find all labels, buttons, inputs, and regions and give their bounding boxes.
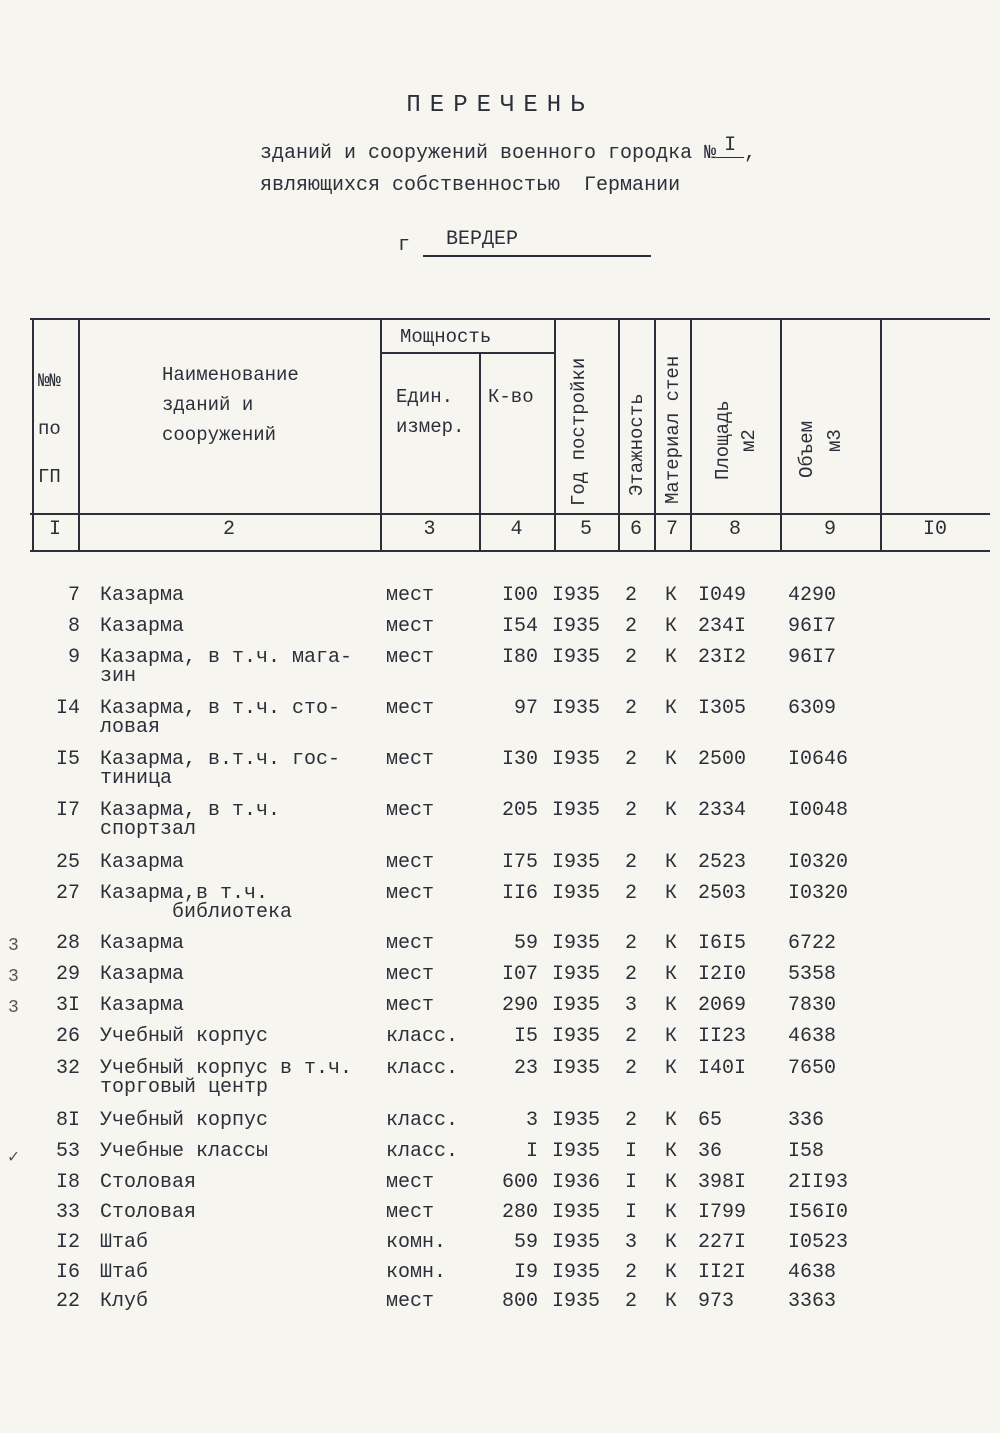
volume-value: 96I7 — [788, 615, 837, 638]
row-number: I8 — [55, 1171, 80, 1194]
unit-of-measure: комн. — [386, 1261, 447, 1284]
floor-count: I — [624, 1201, 637, 1224]
document-title: ПЕРЕЧЕНЬ — [406, 92, 594, 119]
building-name: Штаб — [100, 1261, 149, 1284]
table-row — [0, 699, 1000, 739]
wall-material: К — [664, 1025, 677, 1048]
header-mid-border — [30, 513, 990, 515]
row-number: 25 — [55, 851, 80, 874]
margin-checkmark: 3 — [8, 998, 19, 1018]
wall-material: К — [664, 697, 677, 720]
floor-count: 2 — [624, 584, 637, 607]
building-name: Столовая — [100, 1171, 197, 1194]
col-divider — [690, 318, 692, 552]
building-name: Учебные классы — [100, 1140, 269, 1163]
document-subtitle-line1 — [260, 134, 757, 166]
building-name: Столовая — [100, 1201, 197, 1224]
volume-value: I0048 — [788, 799, 849, 822]
wall-material: К — [664, 748, 677, 771]
wall-material: К — [664, 1201, 677, 1224]
area-value: I6I5 — [698, 932, 747, 955]
quantity: 23 — [513, 1057, 538, 1080]
area-value: I305 — [698, 697, 747, 720]
unit-of-measure: комн. — [386, 1231, 447, 1254]
subtitle-comma: , — [744, 142, 757, 165]
area-value: 2334 — [698, 799, 747, 822]
building-name: Учебный корпус в т.ч. торговый центр — [100, 1057, 353, 1099]
volume-value: 5358 — [788, 963, 837, 986]
volume-value: 96I7 — [788, 646, 837, 669]
quantity: 205 — [501, 799, 538, 822]
floor-count: 2 — [624, 1290, 637, 1313]
building-name: Казарма, в т.ч. мага- зин — [100, 646, 353, 688]
wall-material: К — [664, 615, 677, 638]
row-number: 29 — [55, 963, 80, 986]
city-underline — [423, 255, 651, 257]
area-value: I40I — [698, 1057, 747, 1080]
quantity: 290 — [501, 994, 538, 1017]
unit-of-measure: класс. — [386, 1025, 459, 1048]
table-row — [0, 750, 1000, 790]
header-area: Площадь — [712, 400, 734, 480]
quantity: I80 — [501, 646, 538, 669]
row-number: 8 — [67, 615, 80, 638]
floor-count: 2 — [624, 1261, 637, 1284]
quantity: 59 — [513, 1231, 538, 1254]
margin-checkmark: 3 — [8, 936, 19, 956]
column-number: 4 — [510, 518, 523, 541]
area-value: 973 — [698, 1290, 735, 1313]
row-number: I5 — [55, 748, 80, 771]
volume-value: I0320 — [788, 851, 849, 874]
table-row — [0, 1292, 1000, 1332]
year-built: I935 — [552, 1057, 601, 1080]
building-name: Учебный корпус — [100, 1025, 269, 1048]
wall-material: К — [664, 646, 677, 669]
floor-count: I — [624, 1171, 637, 1194]
header-volume: Объем — [796, 420, 818, 478]
volume-value: 336 — [788, 1109, 825, 1132]
header-col-name: Наименование зданий и сооружений — [162, 364, 299, 446]
city-prefix: г — [398, 234, 411, 257]
area-value: 2503 — [698, 882, 747, 905]
floor-count: 2 — [624, 799, 637, 822]
margin-checkmark: 3 — [8, 967, 19, 987]
unit-of-measure: мест — [386, 1201, 435, 1224]
column-number: 9 — [823, 518, 836, 541]
col-divider — [618, 318, 620, 552]
building-name: Казарма — [100, 851, 185, 874]
wall-material: К — [664, 1109, 677, 1132]
row-number: 32 — [55, 1057, 80, 1080]
quantity: 3 — [525, 1109, 538, 1132]
volume-value: 6722 — [788, 932, 837, 955]
floor-count: 2 — [624, 697, 637, 720]
unit-of-measure: мест — [386, 615, 435, 638]
row-number: 26 — [55, 1025, 80, 1048]
unit-of-measure: мест — [386, 748, 435, 771]
area-value: I2I0 — [698, 963, 747, 986]
building-name: Казарма — [100, 584, 185, 607]
wall-material: К — [664, 799, 677, 822]
quantity: I30 — [501, 748, 538, 771]
floor-count: 2 — [624, 882, 637, 905]
area-value: 2069 — [698, 994, 747, 1017]
column-number: 6 — [629, 518, 642, 541]
year-built: I935 — [552, 851, 601, 874]
floor-count: 2 — [624, 1109, 637, 1132]
quantity: 97 — [513, 697, 538, 720]
area-value: 2500 — [698, 748, 747, 771]
volume-value: 4290 — [788, 584, 837, 607]
unit-of-measure: класс. — [386, 1109, 459, 1132]
wall-material: К — [664, 1231, 677, 1254]
row-number: 8I — [55, 1109, 80, 1132]
building-name: Казарма,в т.ч. библиотека — [100, 882, 293, 924]
area-value: 398I — [698, 1171, 747, 1194]
floor-count: 2 — [624, 1057, 637, 1080]
volume-value: I0523 — [788, 1231, 849, 1254]
building-name: Казарма — [100, 615, 185, 638]
column-number: 2 — [222, 518, 235, 541]
area-value: 65 — [698, 1109, 723, 1132]
volume-value: 7830 — [788, 994, 837, 1017]
year-built: I935 — [552, 882, 601, 905]
wall-material: К — [664, 1261, 677, 1284]
volume-value: 4638 — [788, 1261, 837, 1284]
building-name: Учебный корпус — [100, 1109, 269, 1132]
row-number: 28 — [55, 932, 80, 955]
column-number: I — [48, 518, 61, 541]
floor-count: 3 — [624, 994, 637, 1017]
column-number: I0 — [922, 518, 947, 541]
area-value: I799 — [698, 1201, 747, 1224]
floor-count: 2 — [624, 748, 637, 771]
building-name: Штаб — [100, 1231, 149, 1254]
year-built: I935 — [552, 799, 601, 822]
row-number: 33 — [55, 1201, 80, 1224]
floor-count: 2 — [624, 646, 637, 669]
col-divider — [78, 318, 80, 552]
year-built: I935 — [552, 748, 601, 771]
floor-count: I — [624, 1140, 637, 1163]
header-unit: Един. измер. — [396, 386, 465, 438]
unit-of-measure: мест — [386, 697, 435, 720]
row-number: 7 — [67, 584, 80, 607]
col-divider — [554, 318, 556, 552]
building-name: Казарма, в т.ч. спортзал — [100, 799, 281, 841]
quantity: 600 — [501, 1171, 538, 1194]
quantity: I00 — [501, 584, 538, 607]
unit-of-measure: мест — [386, 1171, 435, 1194]
year-built: I935 — [552, 697, 601, 720]
building-name: Казарма, в.т.ч. гос- тиница — [100, 748, 341, 790]
garrison-number: I — [716, 134, 744, 158]
table-row — [0, 648, 1000, 688]
area-value: 23I2 — [698, 646, 747, 669]
unit-of-measure: мест — [386, 882, 435, 905]
row-number: I6 — [55, 1261, 80, 1284]
wall-material: К — [664, 584, 677, 607]
volume-value: 4638 — [788, 1025, 837, 1048]
year-built: I935 — [552, 1231, 601, 1254]
row-number: 22 — [55, 1290, 80, 1313]
wall-material: К — [664, 963, 677, 986]
quantity: I5 — [513, 1025, 538, 1048]
year-built: I936 — [552, 1171, 601, 1194]
volume-value: 7650 — [788, 1057, 837, 1080]
quantity: I75 — [501, 851, 538, 874]
quantity: II6 — [501, 882, 538, 905]
city-name: ВЕРДЕР — [446, 228, 519, 251]
table-row — [0, 884, 1000, 924]
year-built: I935 — [552, 1201, 601, 1224]
year-built: I935 — [552, 932, 601, 955]
quantity: I54 — [501, 615, 538, 638]
wall-material: К — [664, 932, 677, 955]
header-area-unit: м2 — [738, 429, 760, 452]
wall-material: К — [664, 882, 677, 905]
year-built: I935 — [552, 1290, 601, 1313]
volume-value: 2II93 — [788, 1171, 849, 1194]
row-number: I4 — [55, 697, 80, 720]
area-value: 2523 — [698, 851, 747, 874]
row-number: 53 — [55, 1140, 80, 1163]
volume-value: I0320 — [788, 882, 849, 905]
volume-value: I58 — [788, 1140, 825, 1163]
table-header — [30, 318, 990, 552]
col-divider — [32, 318, 34, 552]
year-built: I935 — [552, 1140, 601, 1163]
quantity: I — [525, 1140, 538, 1163]
volume-value: I0646 — [788, 748, 849, 771]
wall-material: К — [664, 1057, 677, 1080]
year-built: I935 — [552, 584, 601, 607]
year-built: I935 — [552, 1261, 601, 1284]
area-value: 227I — [698, 1231, 747, 1254]
wall-material: К — [664, 1290, 677, 1313]
year-built: I935 — [552, 1109, 601, 1132]
document-subtitle-line2: являющихся собственностью Германии — [260, 174, 681, 197]
unit-of-measure: мест — [386, 1290, 435, 1313]
year-built: I935 — [552, 994, 601, 1017]
building-name: Казарма — [100, 994, 185, 1017]
header-floors: Этажность — [626, 393, 648, 496]
wall-material: К — [664, 1171, 677, 1194]
floor-count: 2 — [624, 615, 637, 638]
floor-count: 2 — [624, 1025, 637, 1048]
floor-count: 2 — [624, 851, 637, 874]
wall-material: К — [664, 1140, 677, 1163]
table-row — [0, 1059, 1000, 1099]
year-built: I935 — [552, 963, 601, 986]
quantity: 280 — [501, 1201, 538, 1224]
unit-of-measure: мест — [386, 963, 435, 986]
margin-checkmark: ✓ — [8, 1148, 19, 1168]
header-qty: К-во — [488, 386, 534, 408]
floor-count: 2 — [624, 932, 637, 955]
row-number: 27 — [55, 882, 80, 905]
area-value: II2I — [698, 1261, 747, 1284]
unit-of-measure: мест — [386, 994, 435, 1017]
building-name: Казарма — [100, 963, 185, 986]
row-number: 9 — [67, 646, 80, 669]
header-col-no: №№ по ГП — [38, 370, 61, 488]
quantity: I07 — [501, 963, 538, 986]
column-number: 8 — [728, 518, 741, 541]
unit-of-measure: мест — [386, 799, 435, 822]
area-value: I049 — [698, 584, 747, 607]
column-number: 7 — [665, 518, 678, 541]
area-value: II23 — [698, 1025, 747, 1048]
header-year: Год постройки — [568, 357, 590, 506]
col-divider — [880, 318, 882, 552]
floor-count: 2 — [624, 963, 637, 986]
row-number: 3I — [55, 994, 80, 1017]
year-built: I935 — [552, 615, 601, 638]
row-number: I7 — [55, 799, 80, 822]
header-material: Материал стен — [662, 355, 684, 504]
subtitle-text: зданий и сооружений военного городка № — [260, 142, 717, 165]
area-value: 234I — [698, 615, 747, 638]
year-built: I935 — [552, 1025, 601, 1048]
year-built: I935 — [552, 646, 601, 669]
building-name: Казарма, в т.ч. сто- ловая — [100, 697, 341, 739]
column-number: 5 — [579, 518, 592, 541]
unit-of-measure: мест — [386, 932, 435, 955]
building-name: Клуб — [100, 1290, 149, 1313]
header-bottom-border — [30, 550, 990, 552]
unit-of-measure: мест — [386, 646, 435, 669]
col-divider — [380, 318, 382, 552]
volume-value: I56I0 — [788, 1201, 849, 1224]
header-capacity: Мощность — [400, 326, 492, 348]
table-row — [0, 801, 1000, 841]
quantity: 59 — [513, 932, 538, 955]
capacity-underline — [380, 352, 554, 354]
unit-of-measure: мест — [386, 584, 435, 607]
quantity: 800 — [501, 1290, 538, 1313]
area-value: 36 — [698, 1140, 723, 1163]
building-name: Казарма — [100, 932, 185, 955]
header-top-border — [30, 318, 990, 320]
unit-of-measure: класс. — [386, 1140, 459, 1163]
unit-of-measure: мест — [386, 851, 435, 874]
quantity: I9 — [513, 1261, 538, 1284]
volume-value: 3363 — [788, 1290, 837, 1313]
column-number: 3 — [423, 518, 436, 541]
wall-material: К — [664, 851, 677, 874]
header-volume-unit: м3 — [824, 429, 846, 452]
row-number: I2 — [55, 1231, 80, 1254]
floor-count: 3 — [624, 1231, 637, 1254]
col-divider — [780, 318, 782, 552]
volume-value: 6309 — [788, 697, 837, 720]
col-divider — [654, 318, 656, 552]
unit-of-measure: класс. — [386, 1057, 459, 1080]
wall-material: К — [664, 994, 677, 1017]
